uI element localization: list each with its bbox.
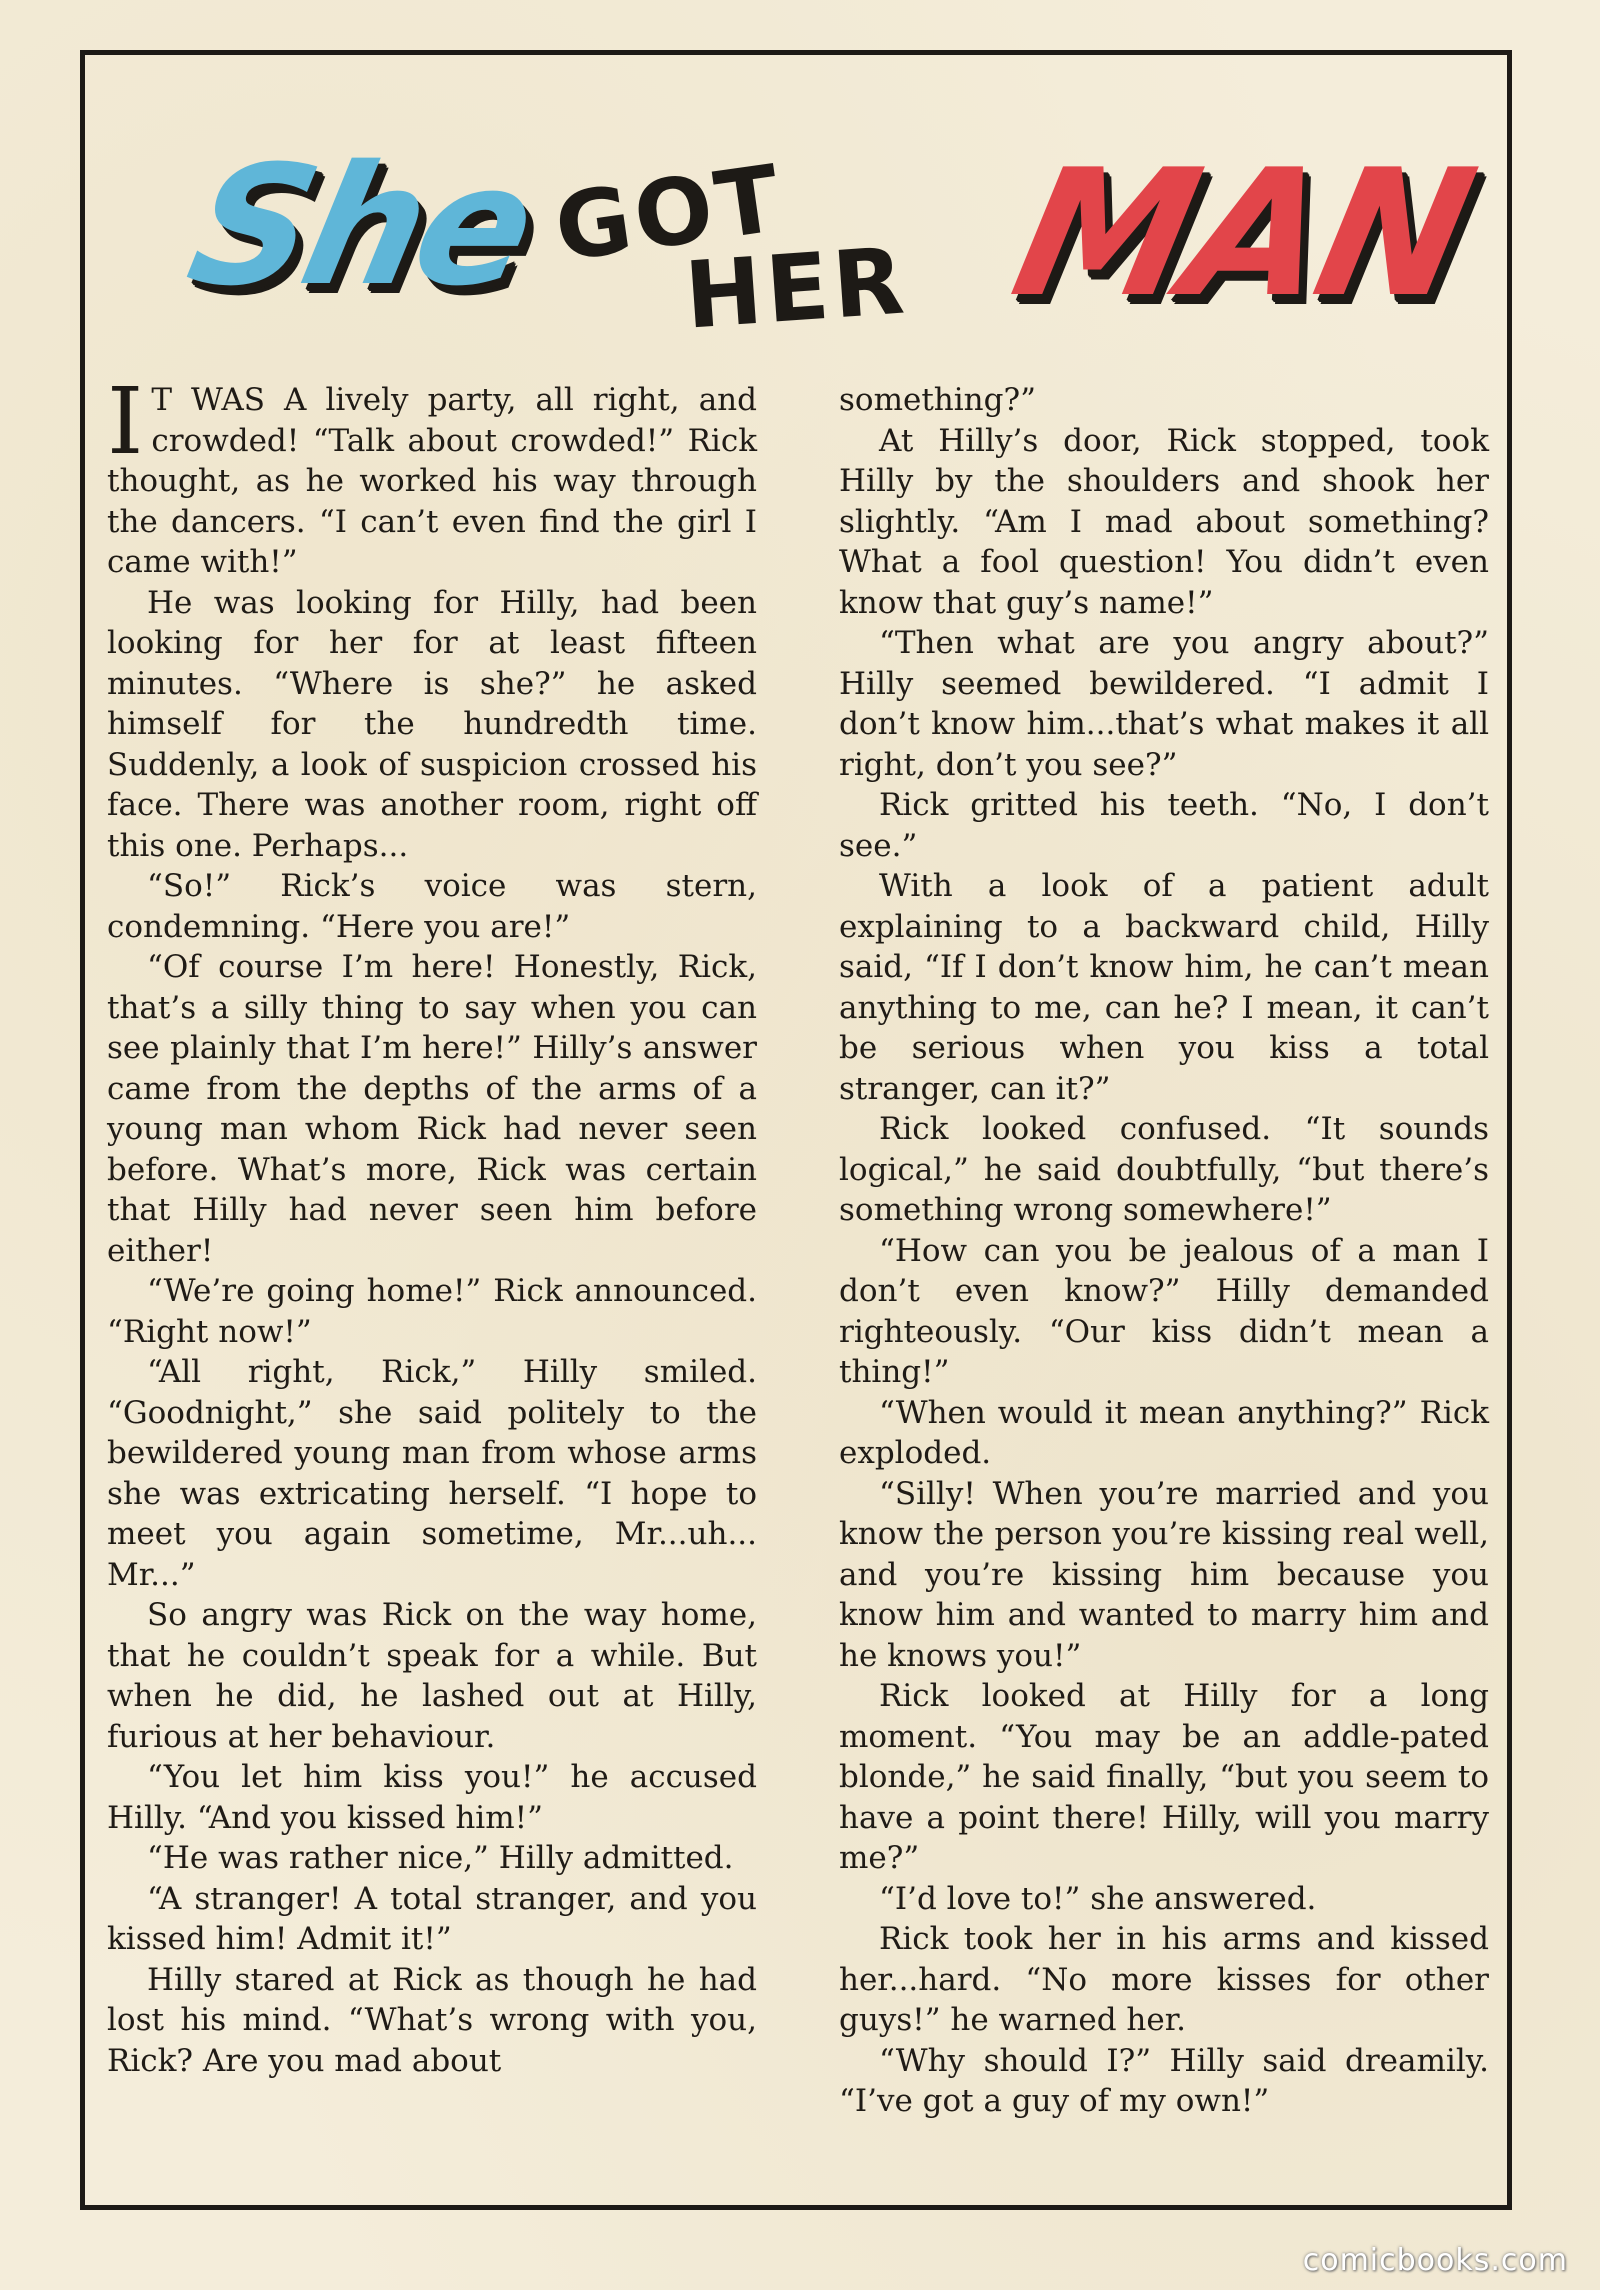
paragraph: He was looking for Hilly, had been looking for her for at least fifteen minutes. “Where is she?” he asked himself for the hundredth time. Suddenly, a look of suspicion crossed his face. There was another room, right off this one. Perhaps... [107,584,757,864]
paragraph: Rick looked confused. “It sounds logical,” he said doubtfully, “but there’s something wrong somewhere!” [839,1111,1489,1228]
text-column-left [107,368,757,2081]
paragraph: “Then what are you angry about?” Hilly seemed bewildered. “I admit I don’t know him...that’s what makes it all right, don’t you see?” [839,625,1489,783]
text-column-right [839,380,1489,2122]
paragraph: “How can you be jealous of a man I don’t even know?” Hilly demanded righteously. “Our kiss didn’t mean a thing!” [839,1232,1489,1390]
paragraph: Rick gritted his teeth. “No, I don’t see.” [839,787,1489,864]
paragraph: “A stranger! A total stranger, and you kissed him! Admit it!” [107,1880,757,1957]
paragraph: “All right, Rick,” Hilly smiled. “Goodnight,” she said politely to the bewildered young man from whose arms she was extricating herself. “I hope to meet you again sometime, Mr...uh... Mr...” [107,1354,757,1593]
paragraph: “I’d love to!” she answered. [879,1880,1317,1917]
paragraph: Rick took her in his arms and kissed her...hard. “No more kisses for other guys!” he warned her. [839,1921,1489,2038]
paragraph: “You let him kiss you!” he accused Hilly. “And you kissed him!” [107,1759,757,1836]
paragraph: “So!” Rick’s voice was stern, condemning. “Here you are!” [107,868,757,945]
paragraph: “We’re going home!” Rick announced. “Right now!” [107,1273,757,1350]
title-word-got: GOT [548,144,790,283]
paragraph: With a look of a patient adult explaining to a backward child, Hilly said, “If I don’t know him, he can’t mean anything to me, can he? I mean, it can’t be serious when you kiss a total stranger, can it?” [839,868,1489,1107]
title-word-man: MAN [998,133,1486,336]
paragraph: Hilly stared at Rick as though he had lost his mind. “What’s wrong with you, Rick? Are you mad about [107,1961,757,2079]
drop-cap: I [107,368,144,475]
paragraph: So angry was Rick on the way home, that he couldn’t speak for a while. But when he did, he lashed out at Hilly, furious at her behaviour. [107,1597,757,1755]
paragraph: “When would it mean anything?” Rick exploded. [839,1394,1489,1471]
story-frame [80,50,1512,2210]
story-title [85,55,1507,350]
paragraph: “He was rather nice,” Hilly admitted. [147,1840,734,1876]
title-word-her: HER [681,227,912,350]
paragraph-text: T WAS A lively party, all right, and crowded! “Talk about crowded!” Rick thought, as he worked his way through the dancers. “I can’t even find the girl I came with!” [107,382,757,580]
watermark: comicbooks.com [1302,2243,1568,2278]
paragraph-continuation: something?” [839,382,1036,418]
paragraph: “Of course I’m here! Honestly, Rick, that’s a silly thing to say when you can see plainly that I’m here!” Hilly’s answer came from the depths of the arms of a young man whom Rick had never seen before. What’s more, Rick was certain that Hilly had never seen him before either! [107,949,757,1269]
paragraph: Rick looked at Hilly for a long moment. “You may be an addle-pated blonde,” he said finally, “but you seem to have a point there! Hilly, will you marry me?” [839,1678,1489,1876]
paragraph [107,368,757,583]
paragraph: At Hilly’s door, Rick stopped, took Hilly by the shoulders and shook her slightly. “Am I mad about something? What a fool question! You didn’t even know that guy’s name!” [839,422,1489,621]
title-word-she: She [174,130,546,322]
paragraph: “Silly! When you’re married and you know the person you’re kissing real well, and you’re kissing him because you know him and wanted to marry him and he knows you!” [839,1475,1489,1674]
paragraph: “Why should I?” Hilly said dreamily. “I’ve got a guy of my own!” [839,2042,1489,2119]
